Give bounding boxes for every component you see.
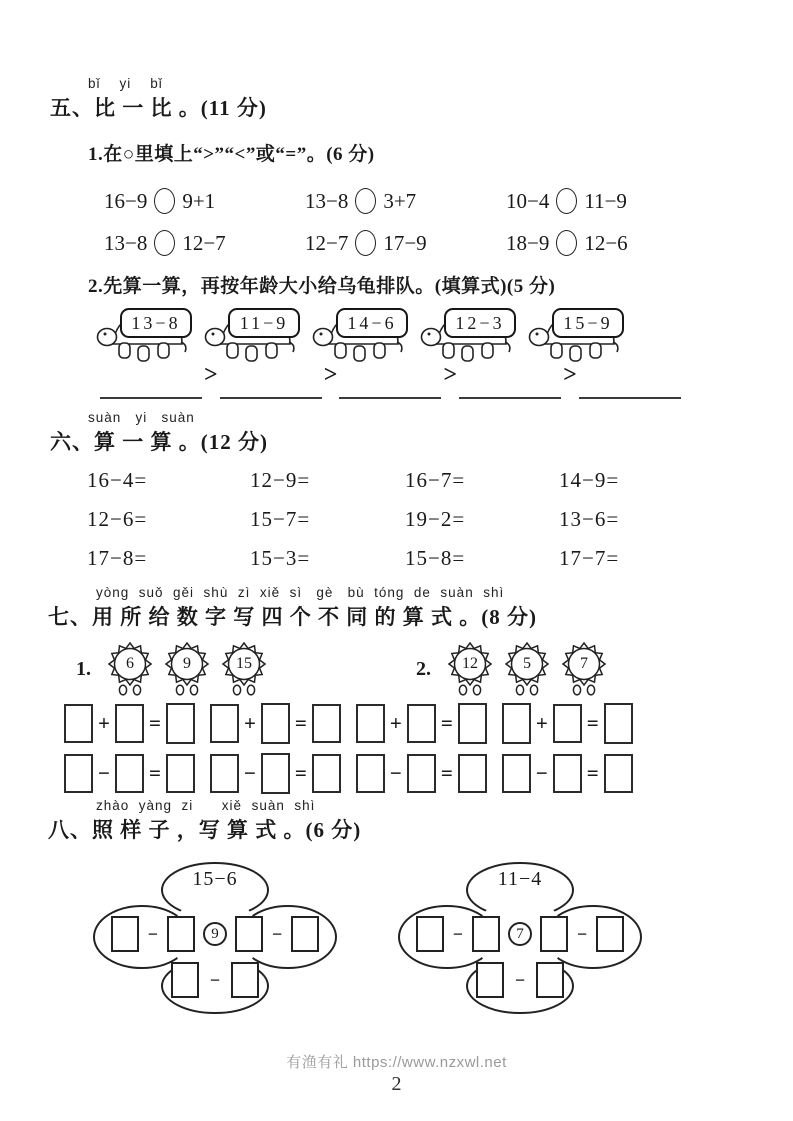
equals-sign: = — [148, 761, 161, 785]
number-burst — [108, 642, 152, 696]
example-expression: 11−4 — [497, 868, 543, 890]
turtle-row — [95, 301, 627, 365]
equation-group — [64, 753, 195, 794]
plus-sign: + — [389, 711, 402, 735]
calc-problem: 15−8= — [405, 546, 466, 570]
turtle-expression: 12−3 — [444, 308, 516, 338]
answer-box — [604, 754, 633, 793]
minus-sign: − — [209, 969, 221, 990]
right-expression: 11−9 — [584, 188, 627, 213]
number-burst — [562, 642, 606, 696]
left-expression: 16−9 — [104, 188, 148, 213]
answer-box — [536, 962, 564, 998]
ordering-blanks-row — [100, 362, 681, 399]
answer-box — [64, 704, 93, 743]
equation-group — [356, 703, 487, 744]
section5-title: 五、比 一 比 。(11 分) — [50, 96, 267, 120]
right-expression: 9+1 — [182, 188, 216, 213]
answer-box — [604, 703, 633, 744]
left-expression: 18−9 — [506, 230, 550, 255]
right-expression: 17−9 — [383, 230, 427, 255]
plus-sign: + — [98, 711, 110, 735]
answer-box — [596, 916, 624, 952]
burst-number: 15 — [236, 655, 252, 672]
answer-box — [231, 962, 259, 998]
equals-sign: = — [440, 711, 453, 735]
number-burst — [448, 642, 492, 696]
turtle-expression: 11−9 — [228, 308, 300, 338]
compare-circle — [355, 188, 376, 214]
calculation-grid — [87, 468, 619, 571]
answer-blank — [100, 375, 202, 399]
calc-problem: 15−3= — [250, 546, 311, 570]
burst-number: 7 — [580, 655, 588, 672]
right-expression: 12−6 — [584, 230, 628, 255]
left-expression: 13−8 — [104, 230, 148, 255]
calc-problem: 12−9= — [250, 468, 311, 492]
answer-box — [166, 754, 195, 793]
group-number: 2. — [416, 657, 431, 680]
flower-bottom-row — [390, 962, 650, 998]
flower-mid-row — [400, 916, 640, 952]
answer-box — [312, 754, 341, 793]
right-expression: 12−7 — [182, 230, 226, 255]
answer-box — [356, 704, 385, 743]
section7-pinyin: yòng suǒ gěi shù zì xiě sì gè bù tóng de suàn shì — [96, 585, 505, 600]
flower-row — [85, 852, 650, 1022]
minus-sign: − — [577, 923, 588, 944]
minus-sign: − — [98, 761, 110, 785]
section6-title: 六、算 一 算 。(12 分) — [50, 430, 268, 454]
equals-sign: = — [440, 761, 453, 785]
comparison-item — [305, 230, 506, 256]
answer-box — [291, 916, 319, 952]
comparison-row — [104, 188, 627, 214]
example-expression: 15−6 — [192, 868, 238, 890]
answer-box — [540, 916, 568, 952]
answer-box — [210, 754, 239, 793]
number-burst — [165, 642, 209, 696]
greater-than-sign: > — [443, 362, 458, 388]
comparison-row — [104, 230, 628, 256]
calc-problem: 17−7= — [559, 546, 620, 570]
burst-number: 12 — [462, 655, 478, 672]
flower-bottom-row — [85, 962, 345, 998]
turtle-expression: 14−6 — [336, 308, 408, 338]
equation-group — [210, 753, 341, 794]
burst-group-1 — [76, 642, 266, 696]
center-number: 9 — [203, 922, 227, 946]
greater-than-sign: > — [563, 362, 577, 388]
equation-group — [502, 753, 633, 794]
flower-mid-row — [95, 916, 335, 952]
turtle — [203, 301, 303, 365]
answer-box — [111, 916, 139, 952]
greater-than-sign: > — [204, 362, 218, 388]
turtle — [419, 301, 519, 365]
answer-box — [356, 754, 385, 793]
answer-box — [115, 754, 144, 793]
left-expression: 13−8 — [305, 188, 349, 213]
addition-equations-row — [64, 703, 633, 744]
equation-group — [502, 703, 633, 744]
calc-problem: 12−6= — [87, 507, 148, 531]
group-number: 1. — [76, 657, 91, 680]
minus-sign: − — [243, 761, 256, 785]
minus-sign: − — [389, 761, 402, 785]
equation-group — [356, 753, 487, 794]
section5-q1-label: 1.在○里填上“>”“<”或“=”。(6 分) — [88, 144, 375, 165]
minus-sign: − — [452, 923, 463, 944]
answer-blank — [339, 375, 441, 399]
calc-problem: 17−8= — [87, 546, 148, 570]
burst-number: 6 — [126, 655, 134, 672]
compare-circle — [154, 230, 175, 256]
section7-title: 七、用 所 给 数 字 写 四 个 不 同 的 算 式 。(8 分) — [48, 605, 537, 629]
answer-box — [553, 754, 582, 793]
answer-box — [261, 703, 290, 744]
compare-circle — [355, 230, 376, 256]
calc-problem: 15−7= — [250, 507, 311, 531]
equals-sign: = — [294, 761, 307, 785]
answer-box — [472, 916, 500, 952]
answer-box — [416, 916, 444, 952]
compare-circle — [556, 230, 577, 256]
number-burst — [222, 642, 266, 696]
left-expression: 10−4 — [506, 188, 550, 213]
comparison-item — [506, 188, 627, 214]
plus-sign: + — [243, 711, 256, 735]
comparison-item — [506, 230, 628, 256]
page-number: 2 — [391, 1073, 402, 1095]
minus-sign: − — [514, 969, 526, 990]
comparison-item — [104, 230, 305, 256]
answer-box — [502, 754, 531, 793]
equals-sign: = — [294, 711, 307, 735]
answer-blank — [579, 375, 681, 399]
section5-q2-label: 2.先算一算，再按年龄大小给乌龟排队。(填算式)(5 分) — [88, 276, 556, 297]
answer-box — [171, 962, 199, 998]
answer-box — [167, 916, 195, 952]
comparison-item — [305, 188, 506, 214]
comparison-item — [104, 188, 305, 214]
left-expression: 12−7 — [305, 230, 349, 255]
calc-problem: 16−7= — [405, 468, 466, 492]
turtle-expression: 15−9 — [552, 308, 624, 338]
turtle — [311, 301, 411, 365]
subtraction-equations-row — [64, 753, 633, 794]
equals-sign: = — [148, 711, 161, 735]
answer-box — [235, 916, 263, 952]
burst-row — [76, 642, 606, 696]
answer-box — [261, 753, 290, 794]
compare-circle — [154, 188, 175, 214]
answer-box — [407, 704, 436, 743]
answer-box — [64, 754, 93, 793]
answer-blank — [220, 375, 322, 399]
footer-watermark: 有渔有礼 https://www.nzxwl.net — [286, 1054, 507, 1071]
calc-problem: 19−2= — [405, 507, 466, 531]
turtle-expression: 13−8 — [120, 308, 192, 338]
answer-box — [476, 962, 504, 998]
section5-pinyin: bǐ yi bǐ — [88, 76, 163, 91]
answer-box — [166, 703, 195, 744]
answer-box — [553, 704, 582, 743]
calc-problem: 14−9= — [559, 468, 620, 492]
equation-group — [64, 703, 195, 744]
right-expression: 3+7 — [383, 188, 417, 213]
section6-pinyin: suàn yi suàn — [88, 410, 195, 425]
calc-problem: 16−4= — [87, 468, 148, 492]
equals-sign: = — [586, 711, 599, 735]
burst-number: 9 — [183, 655, 191, 672]
center-number: 7 — [508, 922, 532, 946]
burst-number: 5 — [523, 655, 531, 672]
answer-box — [458, 703, 487, 744]
answer-box — [407, 754, 436, 793]
calc-problem: 13−6= — [559, 507, 620, 531]
answer-box — [458, 754, 487, 793]
answer-box — [502, 703, 531, 744]
answer-box — [115, 704, 144, 743]
number-burst — [505, 642, 549, 696]
minus-sign: − — [272, 923, 283, 944]
answer-box — [210, 704, 239, 743]
plus-sign: + — [535, 711, 548, 735]
answer-blank — [459, 375, 561, 399]
greater-than-sign: > — [323, 362, 338, 388]
clover-flower — [85, 852, 345, 1022]
equals-sign: = — [586, 761, 599, 785]
answer-box — [312, 704, 341, 743]
section8-title: 八、照 样 子 ，写 算 式 。(6 分) — [48, 818, 362, 842]
section8-pinyin: zhào yàng zi xiě suàn shì — [96, 798, 316, 813]
minus-sign: − — [535, 761, 548, 785]
minus-sign: − — [147, 923, 158, 944]
turtle — [95, 301, 195, 365]
burst-group-2 — [416, 642, 606, 696]
equation-group — [210, 703, 341, 744]
compare-circle — [556, 188, 577, 214]
turtle — [527, 301, 627, 365]
clover-flower — [390, 852, 650, 1022]
